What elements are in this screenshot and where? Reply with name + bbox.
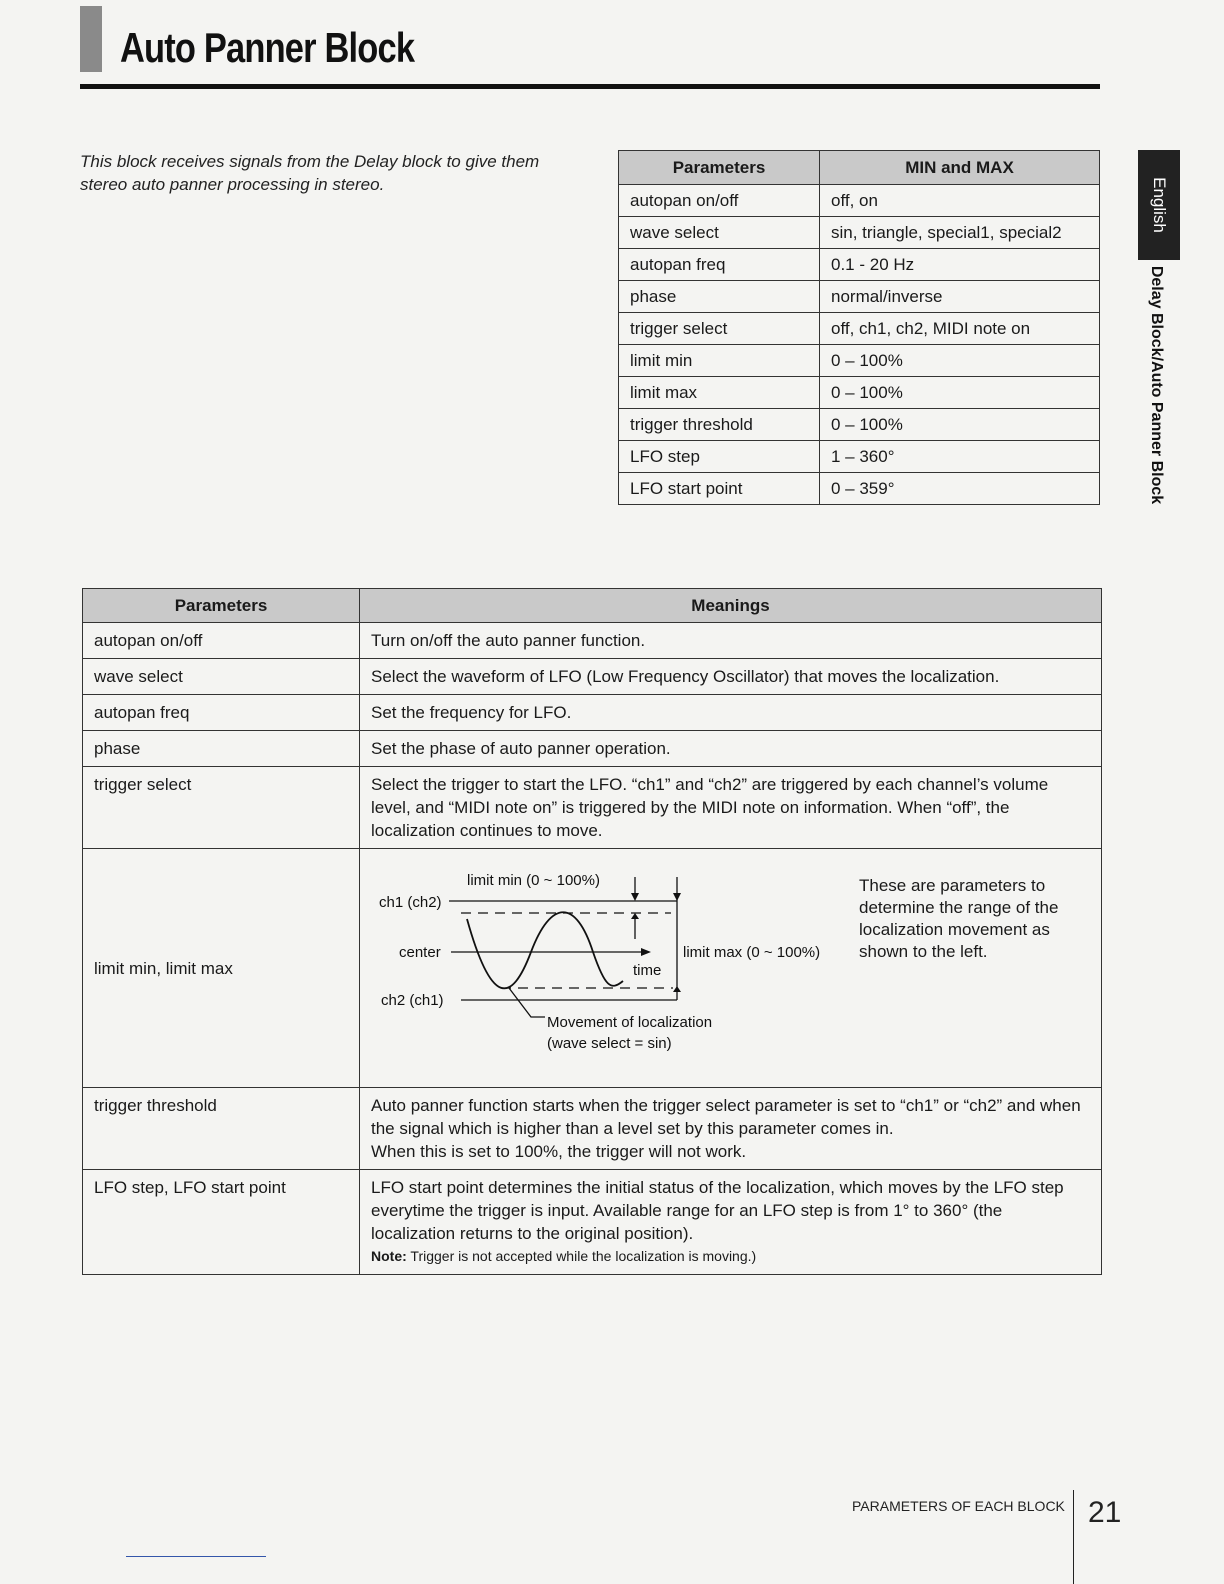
language-tab-label: English — [1150, 177, 1169, 233]
table-row — [619, 473, 1100, 505]
param-cell: trigger threshold — [619, 409, 820, 441]
column-header: MIN and MAX — [820, 151, 1100, 185]
param-cell: autopan freq — [619, 249, 820, 281]
table-header-row — [619, 151, 1100, 185]
meaning-cell: Turn on/off the auto panner function. — [360, 623, 1102, 659]
range-cell: 0 – 100% — [820, 409, 1100, 441]
table-row — [83, 659, 1102, 695]
ch1-label: ch1 (ch2) — [379, 894, 442, 911]
table-row — [619, 281, 1100, 313]
limit-max-label: limit max (0 ~ 100%) — [683, 944, 821, 961]
page-number: 21 — [1088, 1496, 1122, 1529]
sine-wave-path — [467, 912, 623, 988]
range-cell: 0 – 359° — [820, 473, 1100, 505]
table-row — [83, 695, 1102, 731]
table-row — [83, 849, 1102, 1088]
param-cell: trigger threshold — [83, 1088, 360, 1170]
param-cell: LFO step, LFO start point — [83, 1170, 360, 1275]
param-cell: limit min — [619, 345, 820, 377]
table-row — [83, 731, 1102, 767]
range-cell: 0.1 - 20 Hz — [820, 249, 1100, 281]
param-cell: limit max — [619, 377, 820, 409]
footer-divider — [1073, 1490, 1074, 1584]
range-cell: normal/inverse — [820, 281, 1100, 313]
param-cell: phase — [83, 731, 360, 767]
localization-diagram-svg — [371, 855, 851, 1071]
note-label: Note: — [371, 1248, 407, 1264]
column-header: Parameters — [619, 151, 820, 185]
limit-max-arrow-head-top — [673, 893, 681, 901]
title-accent-bar — [80, 6, 102, 72]
param-cell: autopan on/off — [83, 623, 360, 659]
table-row — [619, 217, 1100, 249]
param-cell: limit min, limit max — [83, 849, 360, 1088]
table-row — [619, 345, 1100, 377]
language-tab — [1138, 150, 1180, 260]
table-header-row — [83, 589, 1102, 623]
table-row — [83, 1088, 1102, 1170]
limit-max-arrow-head-bottom — [673, 986, 681, 992]
page-title: Auto Panner Block — [120, 24, 415, 71]
diagram-description: These are parameters to determine the range of the localization movement as shown to the left. — [859, 876, 1059, 961]
intro-text: This block receives signals from the Delay block to give them stereo auto panner processing in stereo. — [80, 152, 540, 194]
table-row — [83, 767, 1102, 849]
table-row — [619, 249, 1100, 281]
table-row — [619, 377, 1100, 409]
meaning-cell: Set the frequency for LFO. — [360, 695, 1102, 731]
column-header: Meanings — [360, 589, 1102, 623]
param-cell: autopan on/off — [619, 185, 820, 217]
meaning-cell — [360, 849, 1102, 1088]
limit-min-arrow-head-up — [631, 913, 639, 919]
section-side-label: Delay Block/Auto Panner Block — [1148, 265, 1165, 505]
caption-leader-line — [509, 988, 545, 1017]
range-cell: 0 – 100% — [820, 377, 1100, 409]
table-row — [83, 1170, 1102, 1275]
meaning-cell: Select the trigger to start the LFO. “ch1” and “ch2” are triggered by each channel’s volume level, and “MIDI note on” is triggered by the MIDI note on information. When “off”, the localization continues to move. — [360, 767, 1102, 849]
title-rule — [80, 84, 1100, 89]
corner-rule — [126, 1556, 266, 1557]
param-cell: trigger select — [83, 767, 360, 849]
range-cell: 0 – 100% — [820, 345, 1100, 377]
param-cell: phase — [619, 281, 820, 313]
param-cell: wave select — [83, 659, 360, 695]
time-arrow-head — [641, 948, 651, 956]
center-label: center — [399, 944, 441, 961]
param-cell: wave select — [619, 217, 820, 249]
table-row — [83, 623, 1102, 659]
range-cell: off, ch1, ch2, MIDI note on — [820, 313, 1100, 345]
meaning-cell — [360, 1170, 1102, 1275]
meanings-table — [82, 588, 1102, 1275]
limit-min-arrow-head — [631, 893, 639, 901]
meaning-cell: Select the waveform of LFO (Low Frequency Oscillator) that moves the localization. — [360, 659, 1102, 695]
min-max-table — [618, 150, 1100, 505]
meaning-text: LFO start point determines the initial status of the localization, which moves by the LFO step everytime the trigger is input. Available range for an LFO step is from 1° to 360° (the localization returns to the original position). — [371, 1178, 1064, 1243]
caption-line-2: (wave select = sin) — [547, 1035, 672, 1052]
caption-line-1: Movement of localization — [547, 1014, 713, 1031]
note — [371, 1245, 1090, 1268]
meaning-cell — [360, 1088, 1102, 1170]
range-cell: sin, triangle, special1, special2 — [820, 217, 1100, 249]
table-row — [619, 313, 1100, 345]
time-label: time — [633, 962, 662, 979]
table-row — [619, 441, 1100, 473]
column-header: Parameters — [83, 589, 360, 623]
table-row — [619, 409, 1100, 441]
table-row — [619, 185, 1100, 217]
param-cell: LFO start point — [619, 473, 820, 505]
meaning-text: Auto panner function starts when the trigger select parameter is set to “ch1” or “ch2” and when the signal which is higher than a level set by this parameter comes in. — [371, 1096, 1081, 1138]
limit-min-label: limit min (0 ~ 100%) — [467, 872, 600, 889]
footer-label: PARAMETERS OF EACH BLOCK — [852, 1498, 1065, 1514]
param-cell: LFO step — [619, 441, 820, 473]
note-text: Trigger is not accepted while the localization is moving.) — [410, 1248, 757, 1264]
param-cell: trigger select — [619, 313, 820, 345]
range-cell: off, on — [820, 185, 1100, 217]
range-cell: 1 – 360° — [820, 441, 1100, 473]
param-cell: autopan freq — [83, 695, 360, 731]
meaning-text: When this is set to 100%, the trigger will not work. — [371, 1142, 747, 1161]
meaning-cell: Set the phase of auto panner operation. — [360, 731, 1102, 767]
localization-diagram — [371, 855, 1090, 1071]
ch2-label: ch2 (ch1) — [381, 992, 444, 1009]
